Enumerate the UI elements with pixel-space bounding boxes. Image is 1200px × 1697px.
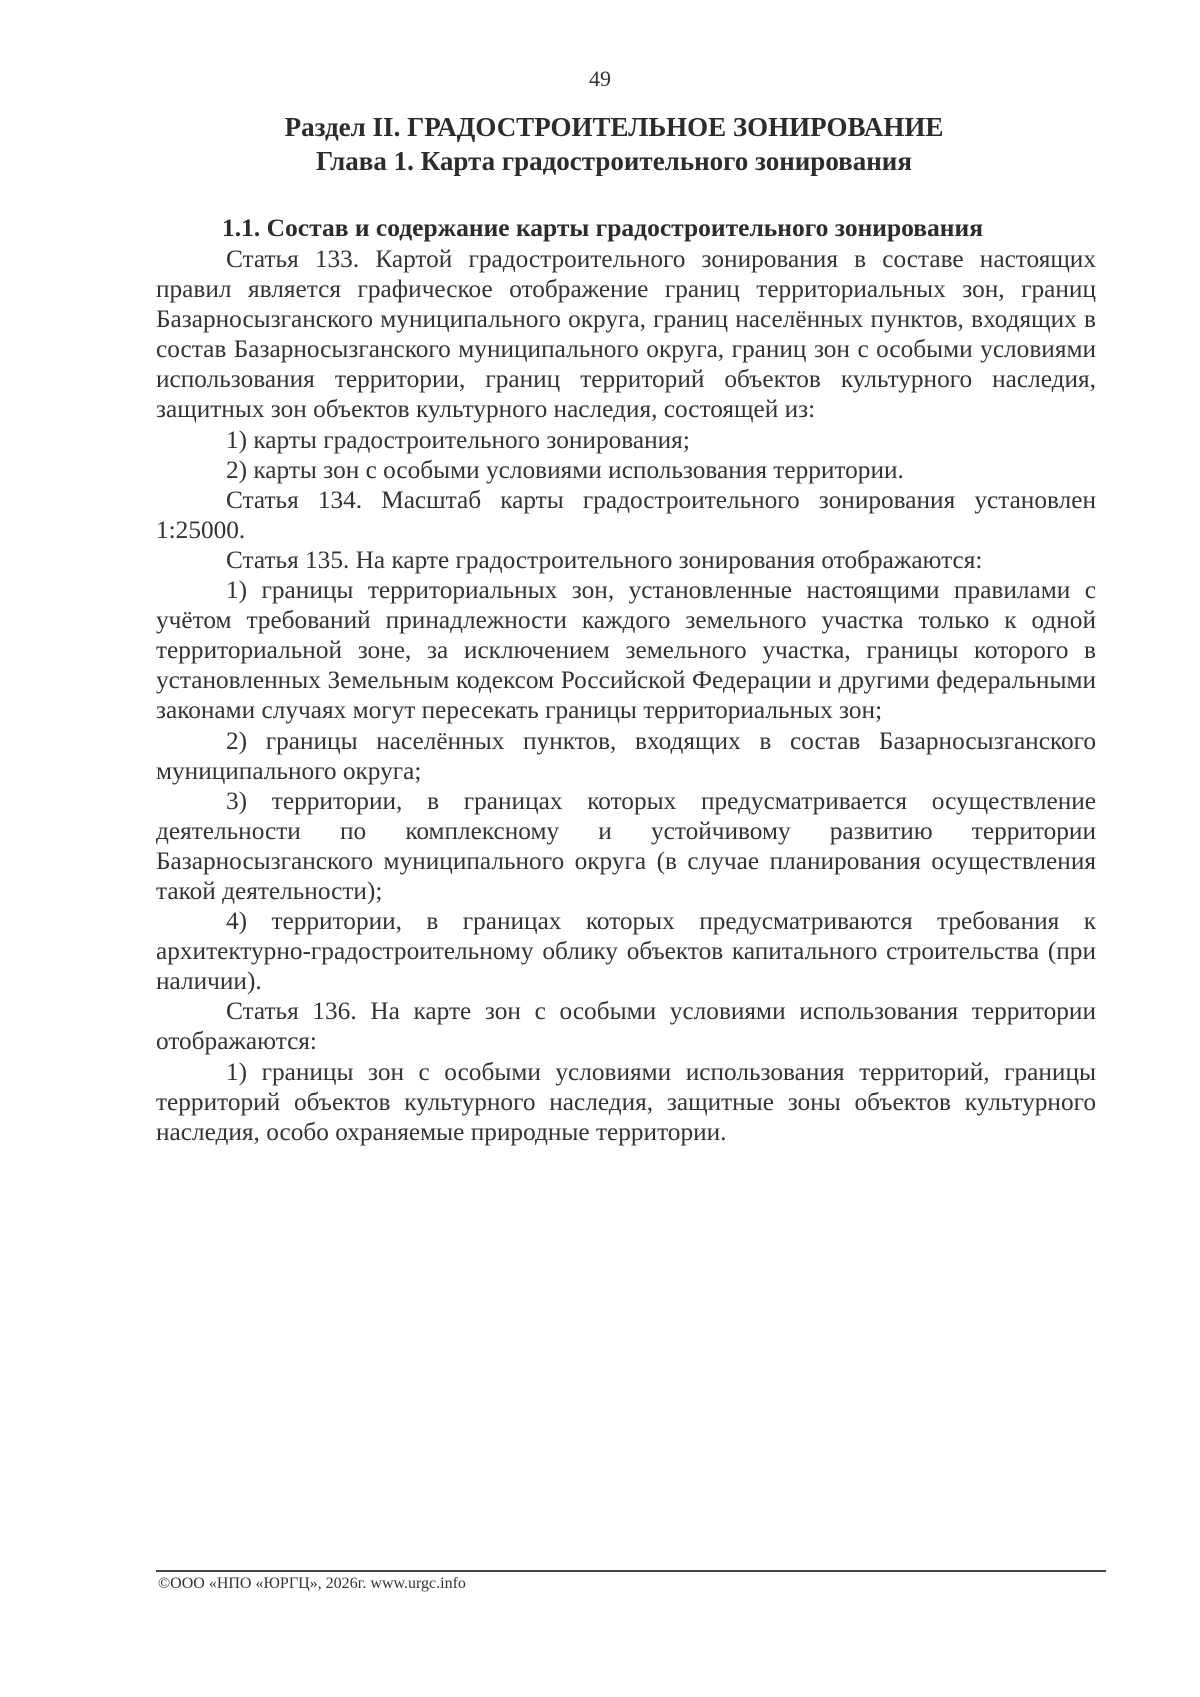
- article-134-paragraph: Статья 134. Масштаб карты градостроительного зонирования установлен 1:25000.: [156, 485, 1096, 544]
- section-heading: Раздел II. ГРАДОСТРОИТЕЛЬНОЕ ЗОНИРОВАНИЕ: [284, 112, 944, 142]
- chapter-heading: Глава 1. Карта градостроительного зонирования: [316, 146, 912, 176]
- footer-copyright: ©ООО «НПО «ЮРГЦ», 2026г. www.urgc.info: [158, 1575, 466, 1592]
- list-item: 3) территории, в границах которых предусматривается осуществление деятельности по комплексному и устойчивому развитию территории Базарносызганского муниципального округа (в случае планирования осуществления такой деятельности);: [156, 786, 1096, 905]
- list-item: 4) территории, в границах которых предусматриваются требования к архитектурно-градостроительному облику объектов капитального строительства (при наличии).: [156, 907, 1096, 996]
- list-item: 2) карты зон с особыми условиями использования территории.: [226, 455, 904, 484]
- subsection-heading: 1.1. Состав и содержание карты градостроительного зонирования: [222, 213, 983, 242]
- article-136-paragraph: Статья 136. На карте зон с особыми условиями использования территории отображаются:: [156, 997, 1096, 1056]
- list-item: 1) карты градостроительного зонирования;: [226, 425, 690, 454]
- document-body: [156, 244, 1096, 1147]
- footer-divider: [156, 1570, 1106, 1572]
- article-133-paragraph: Статья 133. Картой градостроительного зонирования в составе настоящих правил является графическое отображение границ территориальных зон, границ Базарносызганского муниципального округа, границ населённых пунктов, входящих в состав Базарносызганского муниципального округа, границ зон с особыми условиями использования территории, границ территорий объектов культурного наследия, защитных зон объектов культурного наследия, состоящей из:: [156, 245, 1096, 424]
- list-item: 1) границы территориальных зон, установленные настоящими правилами с учётом требований принадлежности каждого земельного участка только к одной территориальной зоне, за исключением земельного участка, границы которого в установленных Земельным кодексом Российской Федерации и другими федеральными законами случаях могут пересекать границы территориальных зон;: [156, 576, 1096, 725]
- page-number: 49: [589, 66, 611, 91]
- list-item: 1) границы зон с особыми условиями использования территорий, границы территорий объектов культурного наследия, защитные зоны объектов культурного наследия, особо охраняемые природные территории.: [156, 1057, 1096, 1146]
- list-item: 2) границы населённых пунктов, входящих в состав Базарносызганского муниципального округа;: [156, 726, 1096, 785]
- article-135-paragraph: Статья 135. На карте градостроительного зонирования отображаются:: [226, 545, 983, 574]
